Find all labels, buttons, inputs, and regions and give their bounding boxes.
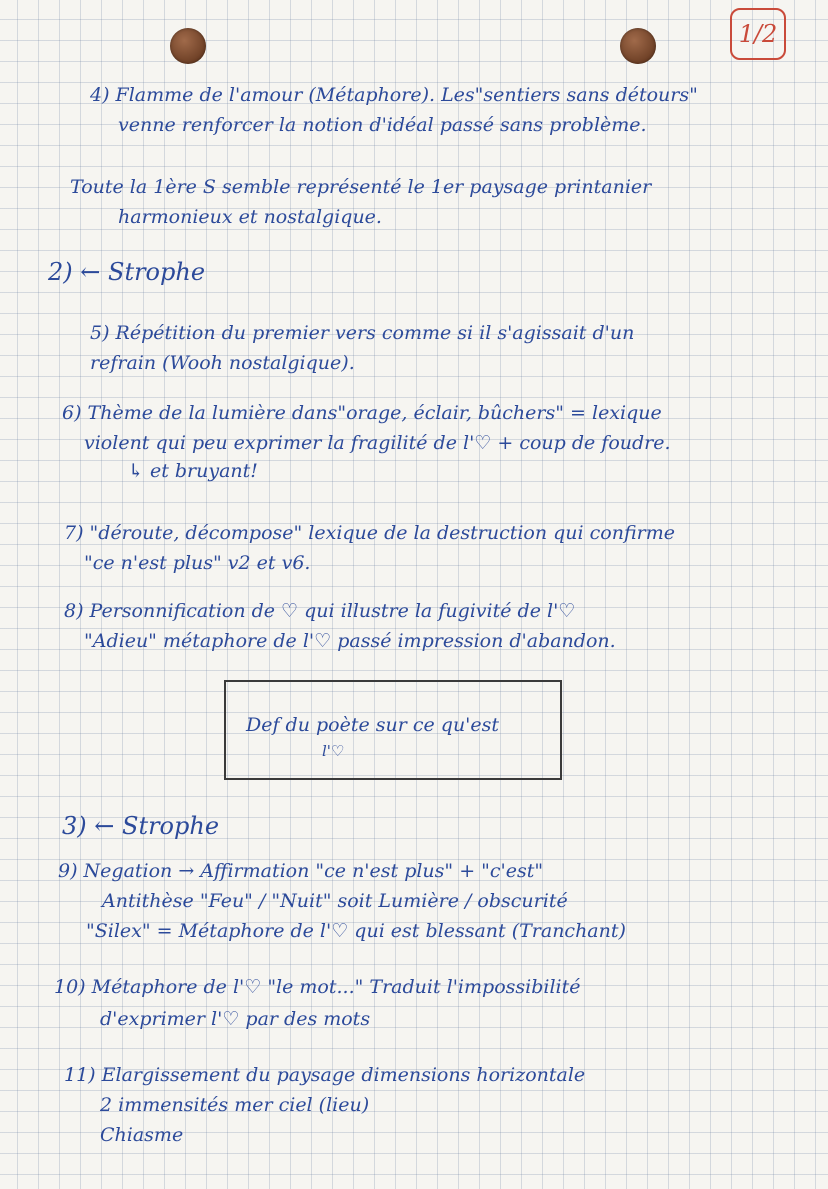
definition-box-text: Def du poète sur ce qu'est bbox=[246, 714, 500, 736]
note-line: ↳ et bruyant! bbox=[128, 460, 258, 482]
note-line: "Adieu" métaphore de l'♡ passé impression d'abandon. bbox=[84, 630, 616, 652]
binder-hole-right bbox=[620, 28, 656, 64]
note-line: 5) Répétition du premier vers comme si il s'agissait d'un bbox=[90, 322, 635, 344]
note-line: 7) "déroute, décompose" lexique de la destruction qui confirme bbox=[64, 522, 675, 544]
page-number-badge: 1/2 bbox=[730, 8, 786, 60]
note-line: 11) Elargissement du paysage dimensions horizontale bbox=[64, 1064, 586, 1086]
note-line: "ce n'est plus" v2 et v6. bbox=[84, 552, 311, 574]
note-line: d'exprimer l'♡ par des mots bbox=[100, 1008, 371, 1030]
note-line: 10) Métaphore de l'♡ "le mot..." Traduit l'impossibilité bbox=[54, 976, 581, 998]
note-line: 4) Flamme de l'amour (Métaphore). Les"sentiers sans détours" bbox=[90, 84, 698, 106]
definition-box bbox=[224, 680, 562, 780]
note-line: Chiasme bbox=[100, 1124, 184, 1146]
definition-box-subtext: l'♡ bbox=[322, 742, 345, 760]
note-line: violent qui peu exprimer la fragilité de l'♡ + coup de foudre. bbox=[84, 432, 671, 454]
note-line: Toute la 1ère S semble représenté le 1er paysage printanier bbox=[70, 176, 652, 198]
note-line: 6) Thème de la lumière dans"orage, éclair, bûchers" = lexique bbox=[62, 402, 662, 424]
note-line: "Silex" = Métaphore de l'♡ qui est blessant (Tranchant) bbox=[86, 920, 626, 942]
note-line: refrain (Wooh nostalgique). bbox=[90, 352, 355, 374]
section-heading: 2) ← Strophe bbox=[48, 258, 206, 286]
note-line: 9) Negation → Affirmation "ce n'est plus" + "c'est" bbox=[58, 860, 544, 882]
note-line: harmonieux et nostalgique. bbox=[118, 206, 382, 228]
note-line: 8) Personnification de ♡ qui illustre la fugivité de l'♡ bbox=[64, 600, 576, 622]
section-heading: 3) ← Strophe bbox=[62, 812, 220, 840]
note-line: venne renforcer la notion d'idéal passé sans problème. bbox=[118, 114, 647, 136]
note-line: Antithèse "Feu" / "Nuit" soit Lumière / obscurité bbox=[102, 890, 568, 912]
note-line: 2 immensités mer ciel (lieu) bbox=[100, 1094, 370, 1116]
binder-hole-left bbox=[170, 28, 206, 64]
